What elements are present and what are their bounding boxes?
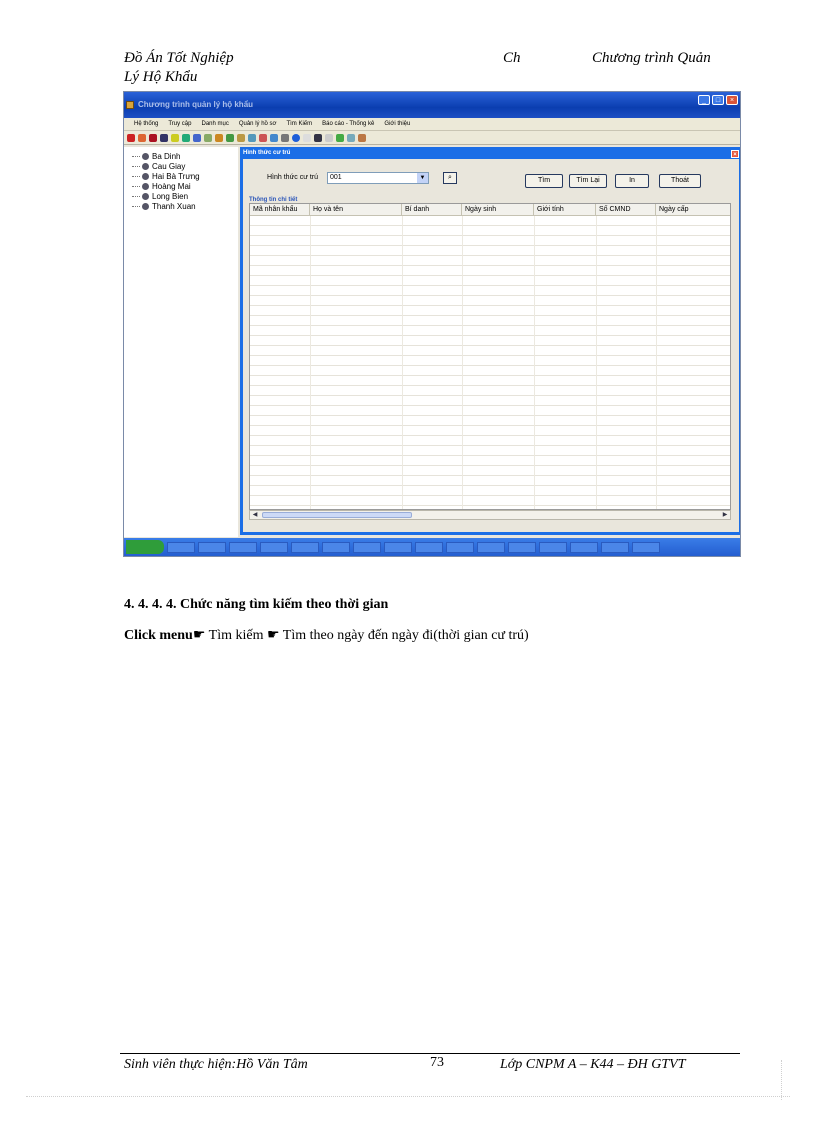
results-grid[interactable] <box>249 203 731 510</box>
search-window <box>240 147 741 535</box>
report-icon[interactable] <box>237 134 245 142</box>
col-bi-danh[interactable]: Bí danh <box>402 204 462 215</box>
instruction-bold: Click menu <box>124 628 193 643</box>
instruction-paragraph <box>124 627 529 644</box>
task-item[interactable] <box>291 542 319 553</box>
col-ngay-sinh[interactable]: Ngày sinh <box>462 204 534 215</box>
edit-icon[interactable] <box>215 134 223 142</box>
binoculars-icon: ⌕ <box>448 174 452 181</box>
record-icon[interactable] <box>149 134 157 142</box>
help-icon[interactable] <box>325 134 333 142</box>
node-icon <box>142 183 149 190</box>
horizontal-scrollbar[interactable] <box>249 510 731 520</box>
chevron-down-icon[interactable]: ▼ <box>417 173 428 183</box>
residence-type-label: Hình thức cư trú <box>267 174 318 181</box>
col-ngay-cap[interactable]: Ngày cấp <box>659 206 689 213</box>
residence-type-select[interactable]: 001 ▼ <box>327 172 429 184</box>
header-left: Đồ Án Tốt Nghiệp <box>124 50 234 66</box>
task-item[interactable] <box>260 542 288 553</box>
detail-section-label: Thông tin chi tiết <box>249 197 298 203</box>
network-icon[interactable] <box>347 134 355 142</box>
col-ma-nhan-khau[interactable]: Mã nhân khẩu <box>250 204 310 215</box>
chart-icon[interactable] <box>259 134 267 142</box>
app-icon <box>126 101 134 109</box>
task-item[interactable] <box>570 542 598 553</box>
app-title: Chương trình quản lý hộ khẩu <box>138 100 254 109</box>
app-titlebar <box>124 92 740 118</box>
col-ho-va-ten[interactable]: Họ và tên <box>310 204 402 215</box>
info-icon[interactable] <box>292 134 300 142</box>
node-icon <box>142 173 149 180</box>
task-item[interactable] <box>632 542 660 553</box>
section-heading: 4. 4. 4. 4. Chức năng tìm kiếm theo thời gian <box>124 597 389 612</box>
exit-button[interactable]: Thoát <box>659 174 701 188</box>
search-window-title: Hình thức cư trú × <box>243 150 739 159</box>
district-tree <box>124 147 238 537</box>
minimize-icon[interactable]: _ <box>698 95 710 105</box>
header-middle: Ch <box>503 50 521 66</box>
scroll-right-icon[interactable]: ▶ <box>722 512 728 518</box>
toolbar <box>124 131 740 145</box>
page-edge-vdot <box>781 1060 782 1100</box>
pointer-icon: ☛ <box>192 628 206 643</box>
print-icon[interactable] <box>248 134 256 142</box>
stop-icon[interactable] <box>127 134 135 142</box>
menu-item-tim-kiem[interactable]: Tìm Kiếm <box>286 121 313 127</box>
star-icon[interactable] <box>171 134 179 142</box>
task-item[interactable] <box>539 542 567 553</box>
binoculars-icon[interactable] <box>314 134 322 142</box>
instruction-text: Tìm kiếm ☛ Tìm theo ngày đến ngày đi(thời gian cư trú) <box>205 628 529 643</box>
binoculars-button[interactable] <box>443 172 457 184</box>
task-item[interactable] <box>446 542 474 553</box>
task-item[interactable] <box>229 542 257 553</box>
window-buttons <box>698 95 738 105</box>
maximize-icon[interactable]: □ <box>712 95 724 105</box>
tree-item-ba-dinh[interactable]: Ba Dinh <box>132 151 238 161</box>
menu-item-quan-ly-ho-so[interactable]: Quản lý hồ sơ <box>238 121 277 127</box>
menu-item-bao-cao[interactable]: Báo cáo - Thống kê <box>322 121 375 127</box>
tree-item-cau-giay[interactable]: Cau Giay <box>132 161 238 171</box>
node-icon <box>142 193 149 200</box>
header-left-line2: Lý Hộ Khẩu <box>124 69 198 85</box>
task-item[interactable] <box>198 542 226 553</box>
tree-icon[interactable] <box>182 134 190 142</box>
app-screenshot <box>123 91 741 557</box>
add-icon[interactable] <box>226 134 234 142</box>
menu-bar <box>124 118 740 131</box>
node-icon <box>142 153 149 160</box>
clock-icon[interactable] <box>303 134 311 142</box>
print-button[interactable]: In <box>615 174 649 188</box>
search-window-body <box>243 159 739 532</box>
page-number: 73 <box>430 1055 444 1070</box>
tree-item-long-bien[interactable]: Long Bien <box>132 191 238 201</box>
folder-icon[interactable] <box>160 134 168 142</box>
menu-item-he-thong[interactable]: Hệ thống <box>134 121 159 127</box>
exit-icon[interactable] <box>358 134 366 142</box>
node-icon <box>142 163 149 170</box>
task-item[interactable] <box>353 542 381 553</box>
settings-icon[interactable] <box>281 134 289 142</box>
task-item[interactable] <box>601 542 629 553</box>
refresh-icon[interactable] <box>270 134 278 142</box>
tree-item-hoang-mai[interactable]: Hoàng Mai <box>132 181 238 191</box>
taskbar <box>124 538 740 556</box>
footer-rule <box>120 1053 740 1054</box>
child-close-icon[interactable]: × <box>731 150 739 158</box>
scroll-thumb[interactable] <box>262 512 412 518</box>
tree-item-thanh-xuan[interactable]: Thanh Xuan <box>132 201 238 211</box>
task-item[interactable] <box>508 542 536 553</box>
menu-item-danh-muc[interactable]: Danh mục <box>201 121 229 127</box>
scroll-left-icon[interactable]: ◀ <box>252 512 258 518</box>
user-icon[interactable] <box>138 134 146 142</box>
col-gioi-tinh[interactable]: Giới tính <box>534 204 596 215</box>
find-again-button[interactable]: Tìm Lại <box>569 174 607 188</box>
footer-right: Lớp CNPM A – K44 – ĐH GTVT <box>500 1057 686 1072</box>
close-icon[interactable]: × <box>726 95 738 105</box>
menu-item-truy-cap[interactable]: Truy cập <box>168 121 192 127</box>
menu-item-gioi-thieu[interactable]: Giới thiệu <box>384 121 411 127</box>
col-so-cmnd[interactable]: Số CMND <box>596 204 656 215</box>
task-item[interactable] <box>477 542 505 553</box>
page-edge-dotline <box>26 1096 790 1097</box>
task-item[interactable] <box>322 542 350 553</box>
find-button[interactable]: Tìm <box>525 174 563 188</box>
footer-left: Sinh viên thực hiện:Hồ Văn Tâm <box>124 1057 308 1072</box>
task-item[interactable] <box>415 542 443 553</box>
header-right: Chương trình Quản <box>592 50 711 66</box>
list-icon[interactable] <box>204 134 212 142</box>
node-icon <box>142 203 149 210</box>
grid-header <box>250 204 730 216</box>
task-item[interactable] <box>167 542 195 553</box>
tree-item-hai-ba-trung[interactable]: Hai Bà Trưng <box>132 171 238 181</box>
grid-rows <box>250 216 730 509</box>
book-icon[interactable] <box>336 134 344 142</box>
search-icon[interactable] <box>193 134 201 142</box>
start-button[interactable] <box>126 540 164 554</box>
task-item[interactable] <box>384 542 412 553</box>
